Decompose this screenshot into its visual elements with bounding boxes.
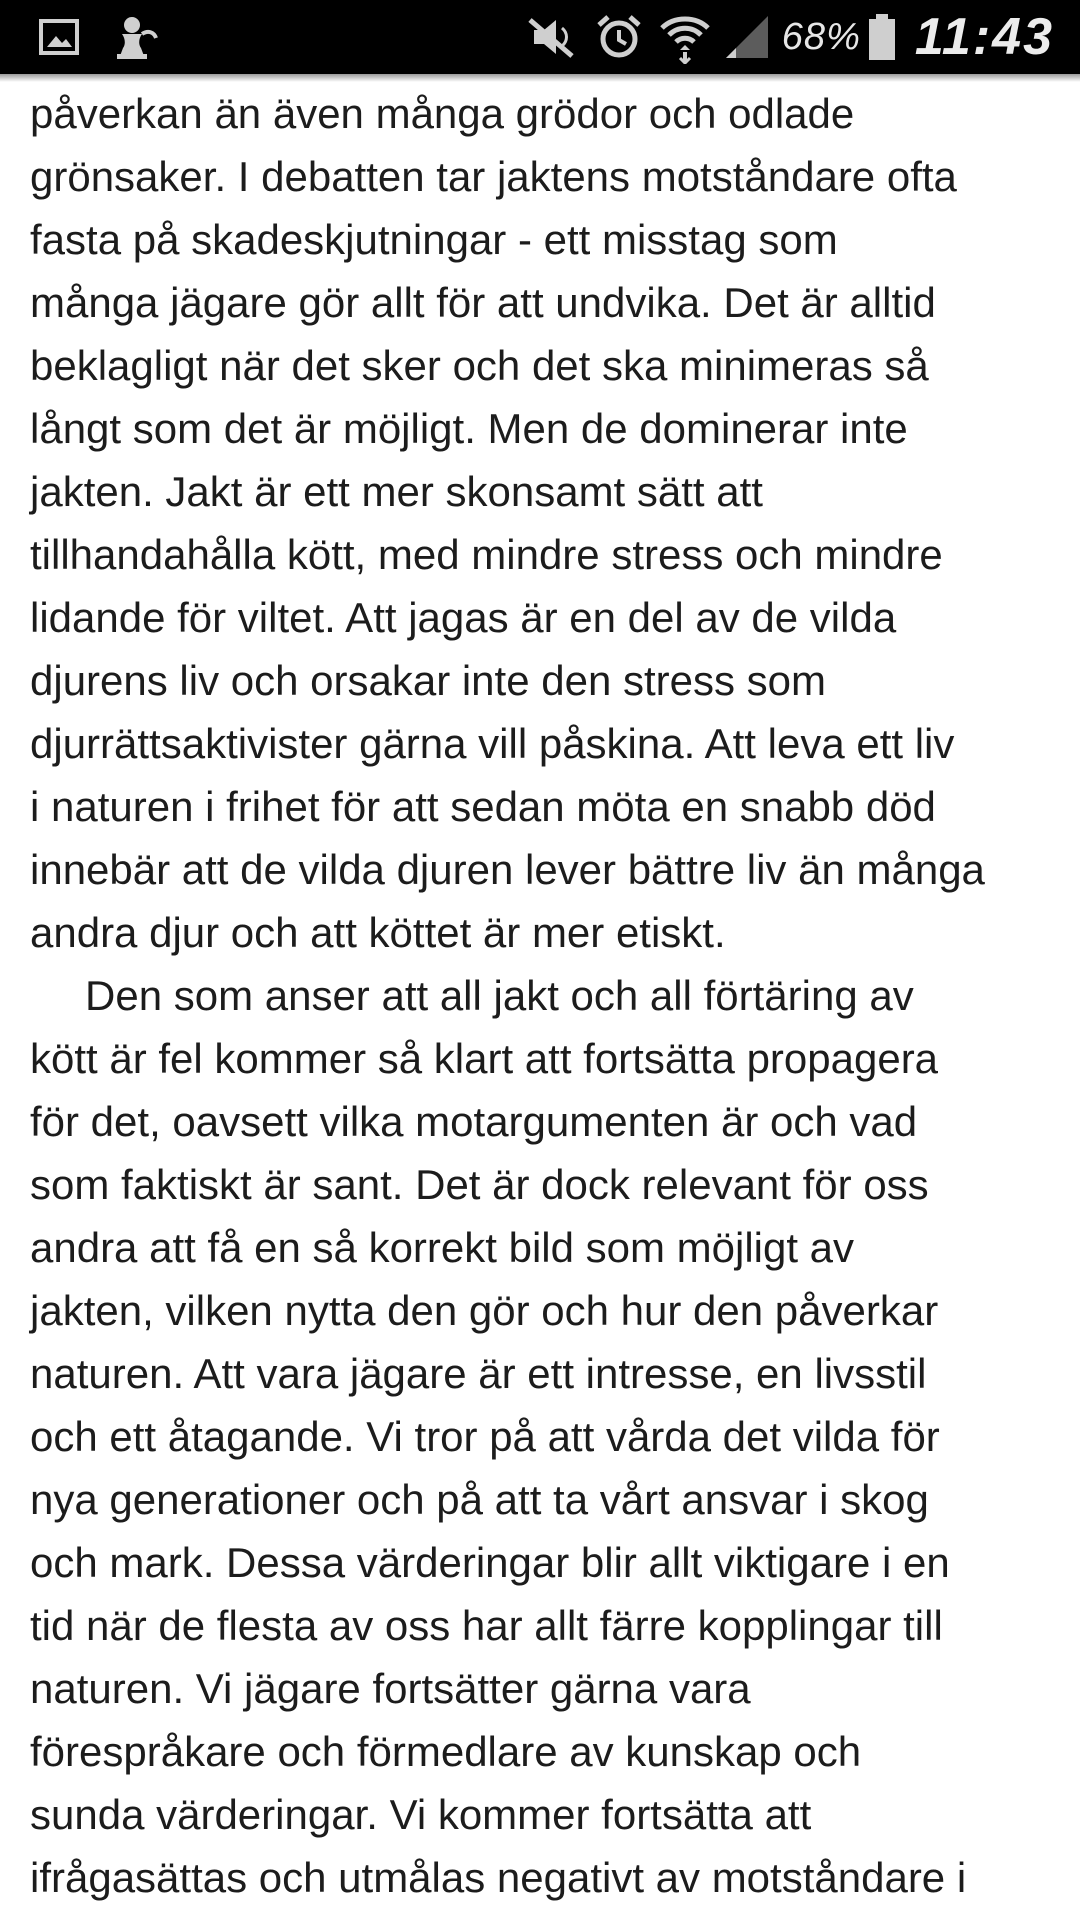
text-line: grönsaker. I debatten tar jaktens motståndare ofta [30, 153, 957, 200]
text-line: förespråkare och förmedlare av kunskap och [30, 1728, 862, 1775]
text-line: Den som anser att all jakt och all förtäring av [85, 972, 914, 1019]
text-line: långt som det är möjligt. Men de dominerar inte [30, 405, 908, 452]
notification-icons [38, 14, 160, 60]
text-line: naturen. Att vara jägare är ett intresse, en livsstil [30, 1350, 927, 1397]
battery-icon [867, 12, 897, 62]
text-line: tillhandahålla kött, med mindre stress och mindre [30, 531, 943, 578]
article-text [30, 82, 1060, 1909]
text-line: djurens liv och orsakar inte den stress som [30, 657, 827, 704]
text-line: jakten. Jakt är ett mer skonsamt sätt att [30, 468, 763, 515]
text-line: i naturen i frihet för att sedan möta en snabb död [30, 783, 936, 830]
game-piece-icon [108, 14, 160, 60]
text-line: för det, oavsett vilka motargumenten är och vad [30, 1098, 918, 1145]
text-line: påverkan än även många grödor och odlade [30, 90, 855, 137]
text-line: beklagligt när det sker och det ska minimeras så [30, 342, 929, 389]
paragraph [30, 82, 1060, 964]
alarm-icon [594, 12, 644, 62]
wifi-icon [658, 10, 712, 64]
text-line: och ett åtagande. Vi tror på att vårda det vilda för [30, 1413, 940, 1460]
text-line: jakten, vilken nytta den gör och hur den påverkar [30, 1287, 939, 1334]
text-line: andra att få en så korrekt bild som möjligt av [30, 1224, 855, 1271]
text-line: innebär att de vilda djuren lever bättre liv än många [30, 846, 985, 893]
battery-percent: 68% [781, 15, 861, 58]
text-line: nya generationer och på att ta vårt ansvar i skog [30, 1476, 929, 1523]
text-line: många jägare gör allt för att undvika. Det är alltid [30, 279, 936, 326]
mute-icon [524, 12, 580, 62]
paragraph [30, 964, 1060, 1909]
text-line: kött är fel kommer så klart att fortsätta propagera [30, 1035, 939, 1082]
gallery-icon [38, 16, 80, 58]
clock: 11:43 [914, 8, 1054, 66]
reader-view[interactable] [0, 74, 1080, 1920]
text-line: lidande för viltet. Att jagas är en del av de vilda [30, 594, 897, 641]
text-line: ifrågasättas och utmålas negativt av motståndare i [30, 1854, 967, 1901]
text-line: djurrättsaktivister gärna vill påskina. Att leva ett liv [30, 720, 955, 767]
text-line: och mark. Dessa värderingar blir allt viktigare i en [30, 1539, 950, 1586]
text-line: som faktiskt är sant. Det är dock relevant för oss [30, 1161, 929, 1208]
system-status [524, 8, 1054, 66]
text-line: naturen. Vi jägare fortsätter gärna vara [30, 1665, 751, 1712]
text-line: sunda värderingar. Vi kommer fortsätta att [30, 1791, 812, 1838]
text-line: andra djur och att köttet är mer etiskt. [30, 909, 726, 956]
text-line: tid när de flesta av oss har allt färre kopplingar till [30, 1602, 943, 1649]
text-line: fasta på skadeskjutningar - ett misstag som [30, 216, 838, 263]
status-bar [0, 0, 1080, 74]
signal-icon [722, 12, 772, 62]
